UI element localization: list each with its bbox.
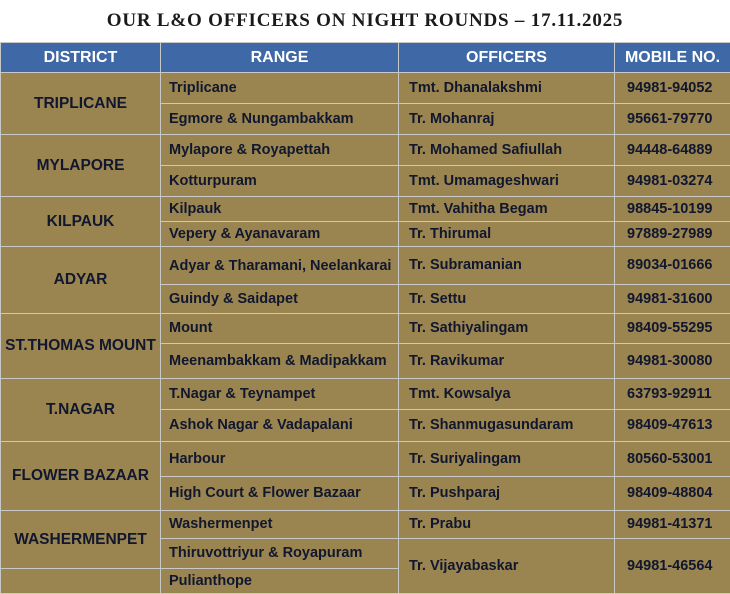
range-cell: Meenambakkam & Madipakkam [161,344,399,379]
officer-cell: Tr. Prabu [399,511,615,539]
column-header-range: RANGE [161,43,399,73]
range-cell: Triplicane [161,73,399,104]
district-cell: T.NAGAR [1,379,161,442]
officer-cell: Tmt. Kowsalya [399,379,615,410]
range-cell: Vepery & Ayanavaram [161,222,399,247]
officer-cell: Tr. Ravikumar [399,344,615,379]
mobile-cell: 98409-55295 [615,314,730,344]
range-cell: Washermenpet [161,511,399,539]
district-cell: WASHERMENPET [1,511,161,569]
range-cell: High Court & Flower Bazaar [161,477,399,511]
mobile-cell: 63793-92911 [615,379,730,410]
mobile-cell: 89034-01666 [615,247,730,285]
range-cell: Harbour [161,442,399,477]
table-row [1,197,730,222]
officer-cell: Tr. Pushparaj [399,477,615,511]
table-row [1,442,730,477]
officer-cell: Tr. Mohanraj [399,104,615,135]
officer-cell: Tmt. Dhanalakshmi [399,73,615,104]
mobile-cell: 94981-46564 [615,539,730,594]
mobile-cell: 80560-53001 [615,442,730,477]
officer-cell: Tmt. Umamageshwari [399,166,615,197]
table-row [1,247,730,285]
officer-cell: Tr. Settu [399,285,615,314]
officer-cell: Tmt. Vahitha Begam [399,197,615,222]
district-cell: ST.THOMAS MOUNT [1,314,161,379]
district-cell: MYLAPORE [1,135,161,197]
mobile-cell: 95661-79770 [615,104,730,135]
table-row [1,73,730,104]
mobile-cell: 94981-31600 [615,285,730,314]
table-row [1,314,730,344]
district-cell-empty [1,569,161,594]
officer-cell: Tr. Shanmugasundaram [399,410,615,442]
range-cell: Thiruvottriyur & Royapuram [161,539,399,569]
range-cell: Egmore & Nungambakkam [161,104,399,135]
officer-cell: Tr. Sathiyalingam [399,314,615,344]
table-row [1,379,730,410]
range-cell: Mylapore & Royapettah [161,135,399,166]
range-cell: Mount [161,314,399,344]
range-cell: Kotturpuram [161,166,399,197]
mobile-cell: 98409-47613 [615,410,730,442]
officer-cell: Tr. Vijayabaskar [399,539,615,594]
mobile-cell: 94981-03274 [615,166,730,197]
range-cell: Ashok Nagar & Vadapalani [161,410,399,442]
district-cell: TRIPLICANE [1,73,161,135]
officer-cell: Tr. Subramanian [399,247,615,285]
mobile-cell: 97889-27989 [615,222,730,247]
column-header-officers: OFFICERS [399,43,615,73]
table-row [1,135,730,166]
column-header-district: DISTRICT [1,43,161,73]
page-title: OUR L&O OFFICERS ON NIGHT ROUNDS – 17.11.2025 [0,0,730,42]
range-cell: Kilpauk [161,197,399,222]
table-row [1,511,730,539]
officer-cell: Tr. Thirumal [399,222,615,247]
mobile-cell: 94448-64889 [615,135,730,166]
mobile-cell: 98409-48804 [615,477,730,511]
range-cell: Guindy & Saidapet [161,285,399,314]
mobile-cell: 94981-30080 [615,344,730,379]
mobile-cell: 98845-10199 [615,197,730,222]
range-cell: T.Nagar & Teynampet [161,379,399,410]
district-cell: ADYAR [1,247,161,314]
table-header-row [1,43,730,73]
officer-cell: Tr. Mohamed Safiullah [399,135,615,166]
officers-table [0,42,730,594]
mobile-cell: 94981-94052 [615,73,730,104]
mobile-cell: 94981-41371 [615,511,730,539]
range-cell: Adyar & Tharamani, Neelankarai [161,247,399,285]
range-cell: Pulianthope [161,569,399,594]
district-cell: KILPAUK [1,197,161,247]
column-header-mobile: MOBILE NO. [615,43,730,73]
officer-cell: Tr. Suriyalingam [399,442,615,477]
district-cell: FLOWER BAZAAR [1,442,161,511]
